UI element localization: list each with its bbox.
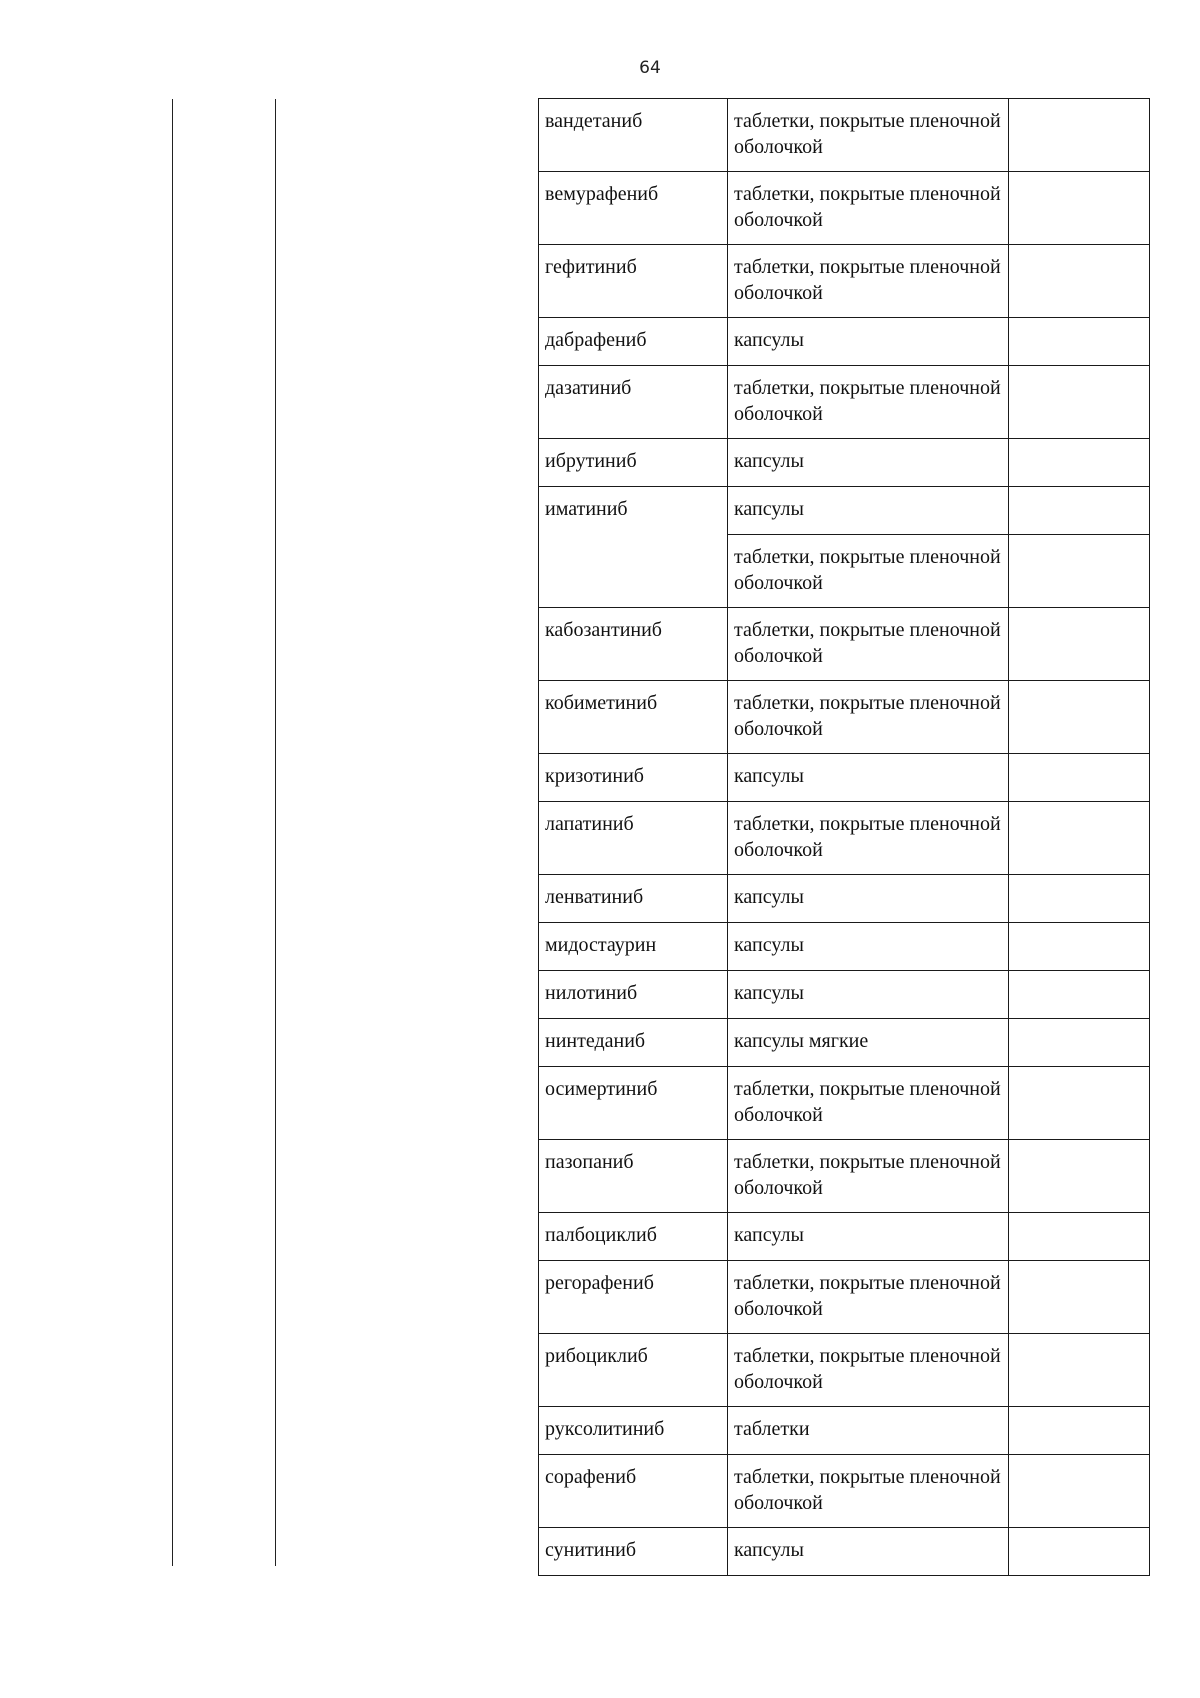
empty-cell xyxy=(1009,1455,1150,1528)
drug-name-cell: ибрутиниб xyxy=(539,439,728,487)
dosage-form-cell: капсулы xyxy=(728,923,1009,971)
dosage-form-cell: капсулы xyxy=(728,1528,1009,1576)
empty-cell xyxy=(1009,318,1150,366)
dosage-form-cell: таблетки, покрытые пленочной оболочкой xyxy=(728,1334,1009,1407)
dosage-form-cell: таблетки, покрытые пленочной оболочкой xyxy=(728,1455,1009,1528)
table-row xyxy=(539,608,1150,681)
empty-cell xyxy=(1009,608,1150,681)
drug-name-cell: гефитиниб xyxy=(539,245,728,318)
dosage-form-cell: таблетки, покрытые пленочной оболочкой xyxy=(728,1067,1009,1140)
dosage-form-cell: таблетки, покрытые пленочной оболочкой xyxy=(728,172,1009,245)
dosage-form-cell: капсулы xyxy=(728,487,1009,535)
drug-name-cell: нинтеданиб xyxy=(539,1019,728,1067)
empty-cell xyxy=(1009,245,1150,318)
drug-name-cell: лапатиниб xyxy=(539,802,728,875)
drug-name-cell: регорафениб xyxy=(539,1261,728,1334)
empty-cell xyxy=(1009,99,1150,172)
drug-name-cell: дабрафениб xyxy=(539,318,728,366)
drug-name-cell: сорафениб xyxy=(539,1455,728,1528)
drug-name-cell: осимертиниб xyxy=(539,1067,728,1140)
table-row xyxy=(539,366,1150,439)
dosage-form-cell: капсулы xyxy=(728,318,1009,366)
table-row xyxy=(539,1455,1150,1528)
dosage-form-cell: таблетки xyxy=(728,1407,1009,1455)
table-row xyxy=(539,1140,1150,1213)
dosage-form-cell: таблетки, покрытые пленочной оболочкой xyxy=(728,245,1009,318)
table-row xyxy=(539,1261,1150,1334)
table-row xyxy=(539,1407,1150,1455)
dosage-form-cell: капсулы xyxy=(728,754,1009,802)
drug-name-cell: кобиметиниб xyxy=(539,681,728,754)
table-row xyxy=(539,1019,1150,1067)
dosage-form-cell: капсулы xyxy=(728,875,1009,923)
table-row xyxy=(539,99,1150,172)
drug-name-cell: сунитиниб xyxy=(539,1528,728,1576)
drug-name-cell: вемурафениб xyxy=(539,172,728,245)
drug-name-cell: руксолитиниб xyxy=(539,1407,728,1455)
dosage-form-cell: таблетки, покрытые пленочной оболочкой xyxy=(728,99,1009,172)
empty-cell xyxy=(1009,1334,1150,1407)
dosage-form-cell: таблетки, покрытые пленочной оболочкой xyxy=(728,1140,1009,1213)
drug-name-cell: пазопаниб xyxy=(539,1140,728,1213)
empty-cell xyxy=(1009,487,1150,535)
table-row xyxy=(539,245,1150,318)
dosage-form-cell: таблетки, покрытые пленочной оболочкой xyxy=(728,366,1009,439)
drug-table xyxy=(538,98,1150,1576)
empty-cell xyxy=(1009,754,1150,802)
empty-cell xyxy=(1009,1019,1150,1067)
dosage-form-cell: таблетки, покрытые пленочной оболочкой xyxy=(728,535,1009,608)
dosage-form-cell: капсулы xyxy=(728,971,1009,1019)
empty-cell xyxy=(1009,172,1150,245)
drug-name-cell: кабозантиниб xyxy=(539,608,728,681)
dosage-form-cell: таблетки, покрытые пленочной оболочкой xyxy=(728,1261,1009,1334)
drug-name-cell: палбоциклиб xyxy=(539,1213,728,1261)
empty-cell xyxy=(1009,681,1150,754)
empty-cell xyxy=(1009,1528,1150,1576)
table-row xyxy=(539,1334,1150,1407)
dosage-form-cell: капсулы xyxy=(728,1213,1009,1261)
drug-name-cell: вандетаниб xyxy=(539,99,728,172)
page-number: 64 xyxy=(639,58,661,78)
drug-table-body xyxy=(539,99,1150,1576)
table-row xyxy=(539,971,1150,1019)
table-row xyxy=(539,172,1150,245)
empty-cell xyxy=(1009,1067,1150,1140)
empty-cell xyxy=(1009,1213,1150,1261)
empty-cell xyxy=(1009,1140,1150,1213)
dosage-form-cell: таблетки, покрытые пленочной оболочкой xyxy=(728,681,1009,754)
dosage-form-cell: таблетки, покрытые пленочной оболочкой xyxy=(728,608,1009,681)
empty-cell xyxy=(1009,971,1150,1019)
empty-cell xyxy=(1009,923,1150,971)
drug-name-cell: ленватиниб xyxy=(539,875,728,923)
table-row xyxy=(539,754,1150,802)
table-row xyxy=(539,318,1150,366)
empty-cell xyxy=(1009,1407,1150,1455)
drug-name-cell: нилотиниб xyxy=(539,971,728,1019)
table-row xyxy=(539,439,1150,487)
table-row xyxy=(539,681,1150,754)
drug-name-cell: рибоциклиб xyxy=(539,1334,728,1407)
drug-name-cell: иматиниб xyxy=(539,487,728,608)
table-row xyxy=(539,1067,1150,1140)
empty-cell xyxy=(1009,1261,1150,1334)
drug-name-cell: кризотиниб xyxy=(539,754,728,802)
drug-name-cell: мидостаурин xyxy=(539,923,728,971)
empty-cell xyxy=(1009,875,1150,923)
dosage-form-cell: капсулы мягкие xyxy=(728,1019,1009,1067)
table-row xyxy=(539,802,1150,875)
table-row xyxy=(539,923,1150,971)
left-column-border xyxy=(172,99,173,1566)
table-row xyxy=(539,1528,1150,1576)
empty-cell xyxy=(1009,366,1150,439)
table-row xyxy=(539,1213,1150,1261)
dosage-form-cell: капсулы xyxy=(728,439,1009,487)
drug-name-cell: дазатиниб xyxy=(539,366,728,439)
table-row xyxy=(539,875,1150,923)
empty-cell xyxy=(1009,439,1150,487)
left-column-border xyxy=(275,99,276,1566)
empty-cell xyxy=(1009,535,1150,608)
empty-cell xyxy=(1009,802,1150,875)
table-row xyxy=(539,487,1150,535)
dosage-form-cell: таблетки, покрытые пленочной оболочкой xyxy=(728,802,1009,875)
